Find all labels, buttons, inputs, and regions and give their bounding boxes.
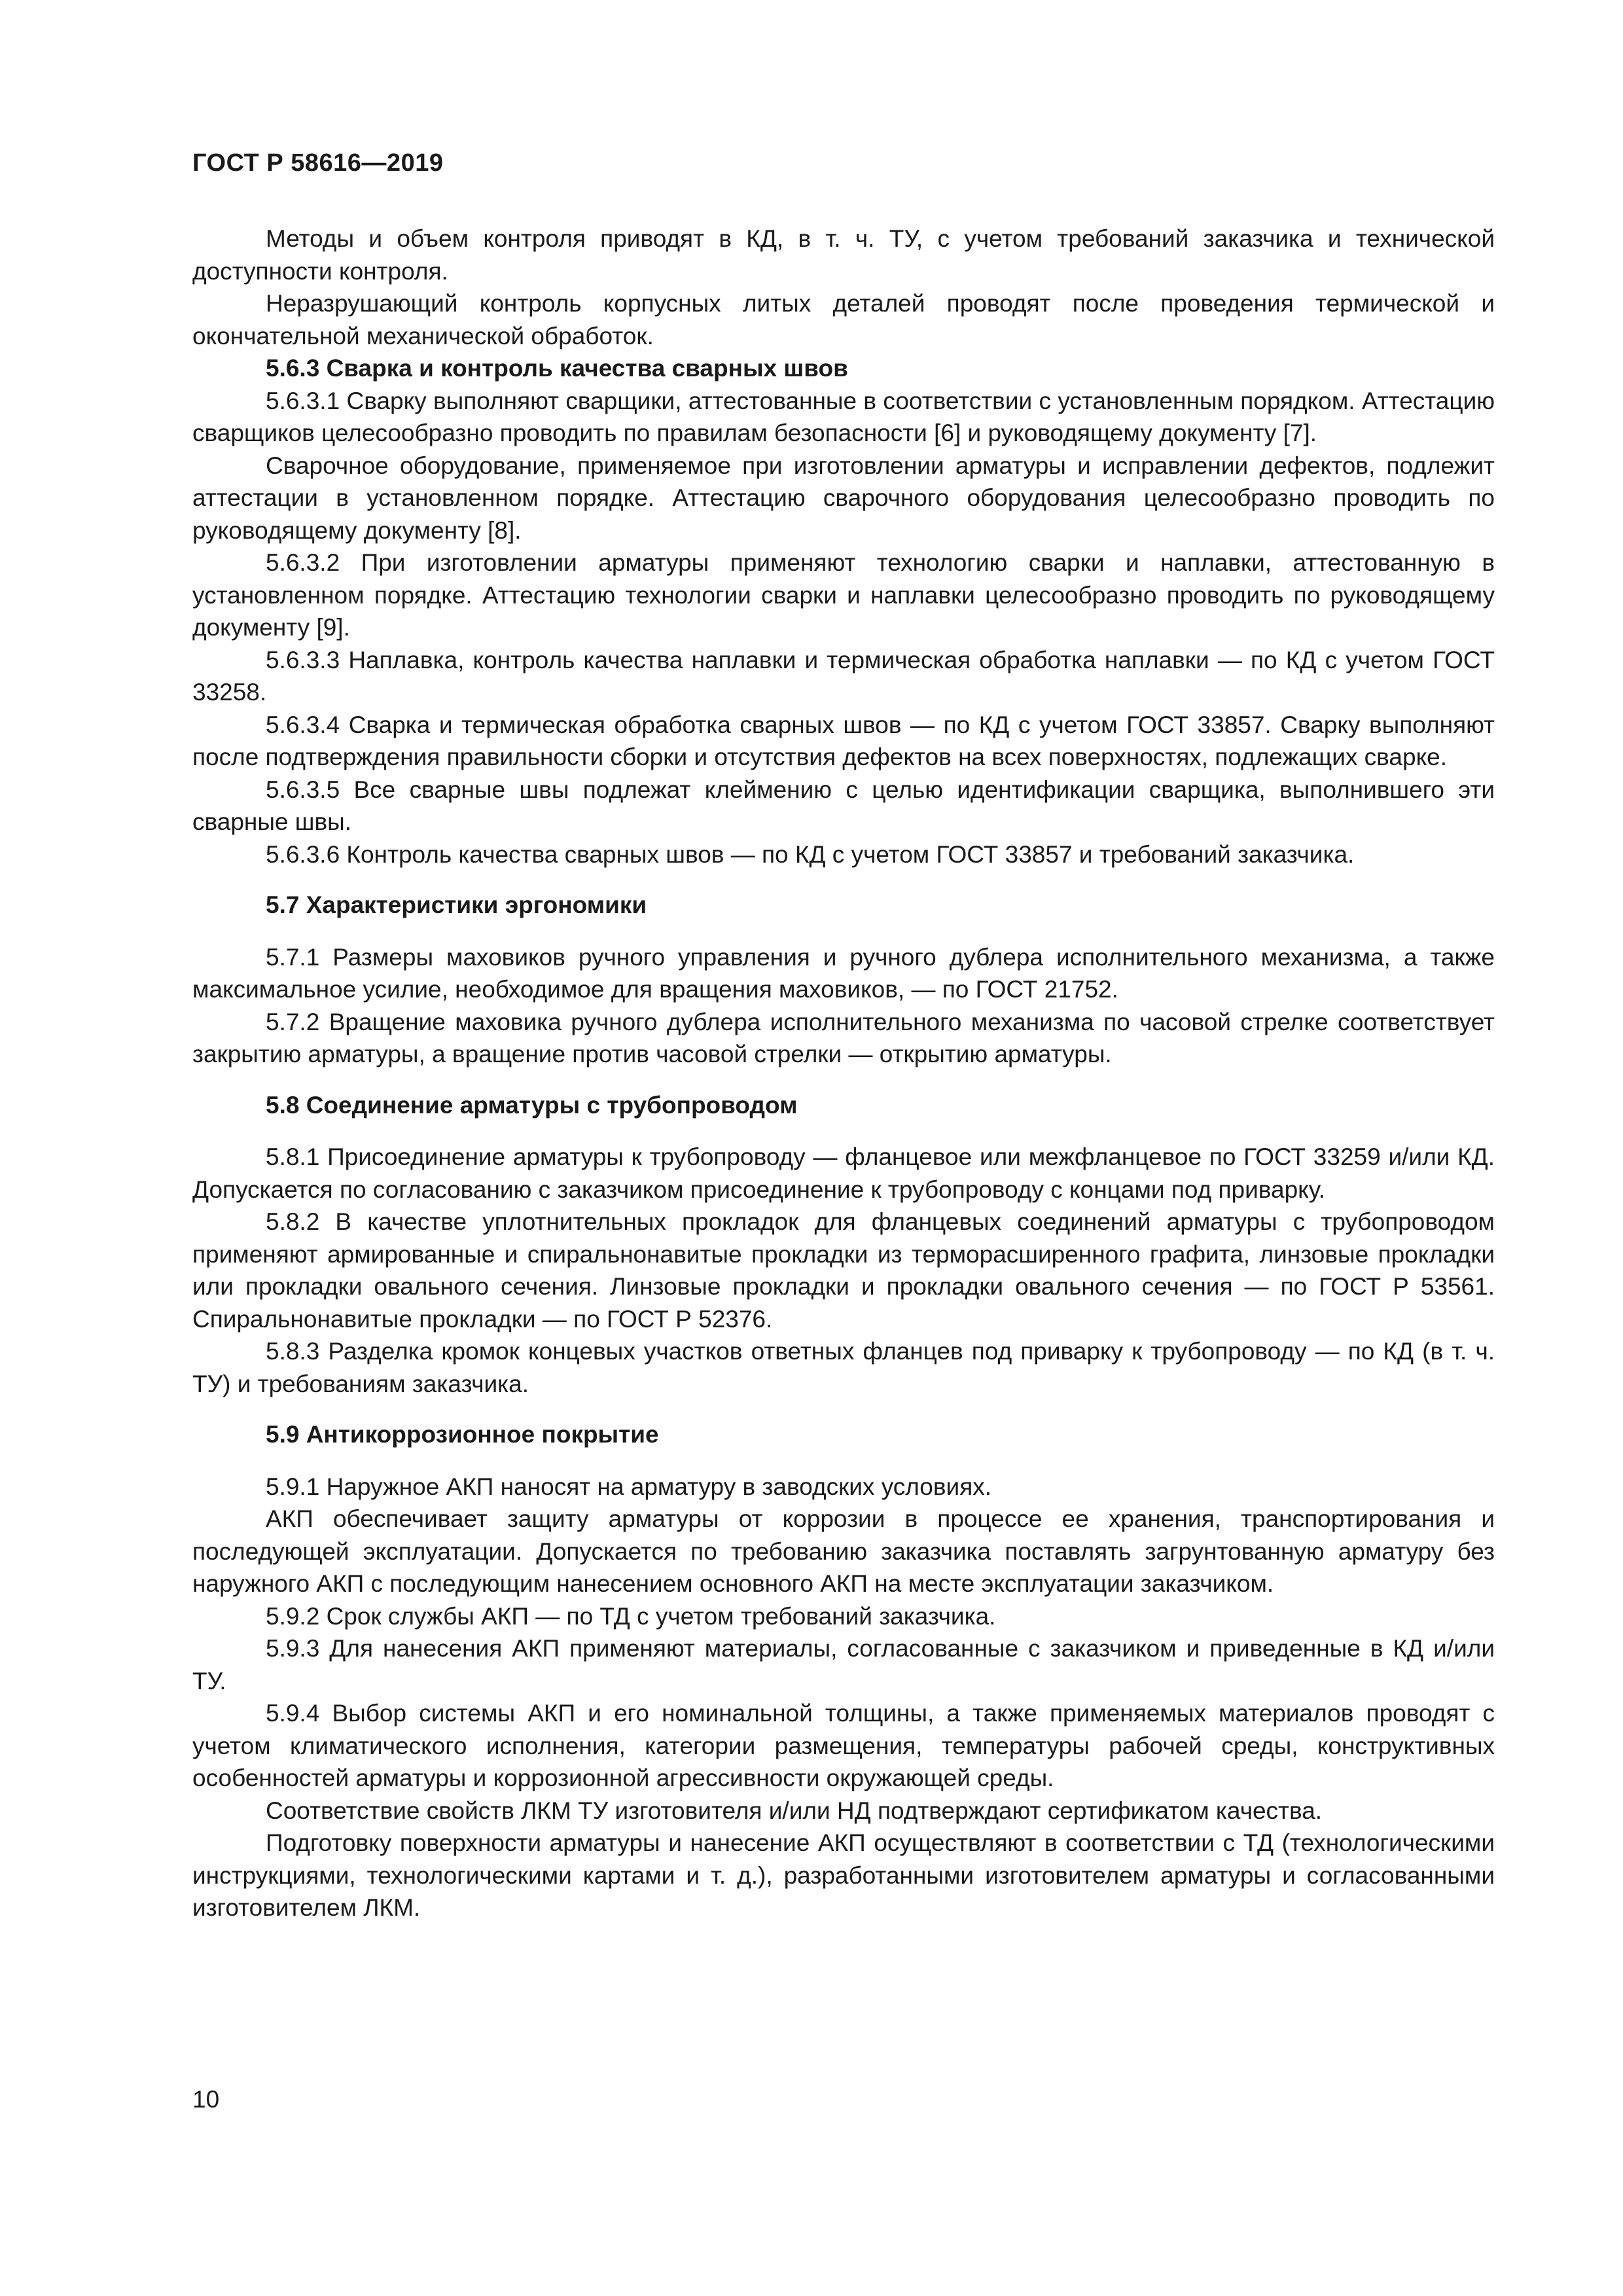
section-heading-5-6-3: 5.6.3 Сварка и контроль качества сварных швов [266, 355, 848, 382]
paragraph: Методы и объем контроля приводят в КД, в т. ч. ТУ, с учетом требований заказчика и технической доступности контроля. [192, 225, 1495, 285]
paragraph: 5.9.3 Для нанесения АКП применяют материалы, согласованные с заказчиком и приведенные в КД и/или ТУ. [192, 1635, 1495, 1695]
paragraph: 5.6.3.4 Сварка и термическая обработка сварных швов — по КД с учетом ГОСТ 33857. Сварку выполняют после подтверждения правильности сборки и отсутствия дефектов на всех поверхностях, подлежащих сварке. [192, 711, 1495, 770]
paragraph: 5.7.2 Вращение маховика ручного дублера исполнительного механизма по часовой стрелке соответствует закрытию арматуры, а вращение против часовой стрелки — открытию арматуры. [192, 1008, 1495, 1067]
document-body [192, 223, 1495, 1924]
paragraph: 5.7.1 Размеры маховиков ручного управления и ручного дублера исполнительного механизма, а также максимальное усилие, необходимое для вращения маховиков, — по ГОСТ 21752. [192, 943, 1495, 1003]
document-header: ГОСТ Р 58616—2019 [192, 149, 444, 177]
section-heading-5-9: 5.9 Антикоррозионное покрытие [266, 1421, 659, 1448]
page-number: 10 [192, 2086, 220, 2113]
paragraph: 5.8.1 Присоединение арматуры к трубопроводу — фланцевое или межфланцевое по ГОСТ 33259 и/или КД. Допускается по согласованию с заказчиком присоединение к трубопроводу с концами под приварку. [192, 1143, 1495, 1203]
paragraph: 5.6.3.2 При изготовлении арматуры применяют технологию сварки и наплавки, аттестованную в установленном порядке. Аттестацию технологии сварки и наплавки целесообразно проводить по руководящему документу [9]. [192, 549, 1495, 641]
paragraph: АКП обеспечивает защиту арматуры от коррозии в процессе ее хранения, транспортирования и последующей эксплуатации. Допускается по требованию заказчика поставлять загрунтованную арматуру без наружного АКП с последующим нанесением основного АКП на месте эксплуатации заказчиком. [192, 1505, 1495, 1597]
paragraph: 5.6.3.6 Контроль качества сварных швов — по КД с учетом ГОСТ 33857 и требований заказчика. [266, 840, 1355, 868]
paragraph: 5.8.2 В качестве уплотнительных прокладок для фланцевых соединений арматуры с трубопроводом применяют армированные и спиральнонавитые прокладки из терморасширенного графита, линзовые прокладки или прокладки овального сечения. Линзовые прокладки и прокладки овального сечения — по ГОСТ Р 53561. Спиральнонавитые прокладки — по ГОСТ Р 52376. [192, 1208, 1495, 1333]
paragraph: 5.9.1 Наружное АКП наносят на арматуру в заводских условиях. [266, 1473, 992, 1500]
paragraph: 5.8.3 Разделка кромок концевых участков ответных фланцев под приварку к трубопроводу — по КД (в т. ч. ТУ) и требованиям заказчика. [192, 1338, 1495, 1397]
paragraph: Сварочное оборудование, применяемое при изготовлении арматуры и исправлении дефектов, подлежит аттестации в установленном порядке. Аттестацию сварочного оборудования целесообразно проводить по руководящему документу [8]. [192, 452, 1495, 544]
paragraph: 5.6.3.5 Все сварные швы подлежат клеймению с целью идентификации сварщика, выполнившего эти сварные швы. [192, 776, 1495, 835]
paragraph: 5.6.3.3 Наплавка, контроль качества наплавки и термическая обработка наплавки — по КД с учетом ГОСТ 33258. [192, 646, 1495, 706]
section-heading-5-7: 5.7 Характеристики эргономики [266, 891, 647, 918]
paragraph: 5.6.3.1 Сварку выполняют сварщики, аттестованные в соответствии с установленным порядком. Аттестацию сварщиков целесообразно проводить по правилам безопасности [6] и руководящему документу [7]. [192, 387, 1495, 446]
paragraph: Неразрушающий контроль корпусных литых деталей проводят после проведения термической и окончательной механической обработок. [192, 290, 1495, 350]
paragraph: 5.9.2 Срок службы АКП — по ТД с учетом требований заказчика. [266, 1602, 996, 1630]
paragraph: Соответствие свойств ЛКМ ТУ изготовителя и/или НД подтверждают сертификатом качества. [266, 1797, 1323, 1824]
paragraph: 5.9.4 Выбор системы АКП и его номинальной толщины, а также применяемых материалов проводят с учетом климатического исполнения, категории размещения, температуры рабочей среды, конструктивных особенностей арматуры и коррозионной агрессивности окружающей среды. [192, 1700, 1495, 1791]
paragraph: Подготовку поверхности арматуры и нанесение АКП осуществляют в соответствии с ТД (технологическими инструкциями, технологическими картами и т. д.), разработанными изготовителем арматуры и согласованными изготовителем ЛКМ. [192, 1829, 1495, 1921]
section-heading-5-8: 5.8 Соединение арматуры с трубопроводом [266, 1091, 798, 1119]
